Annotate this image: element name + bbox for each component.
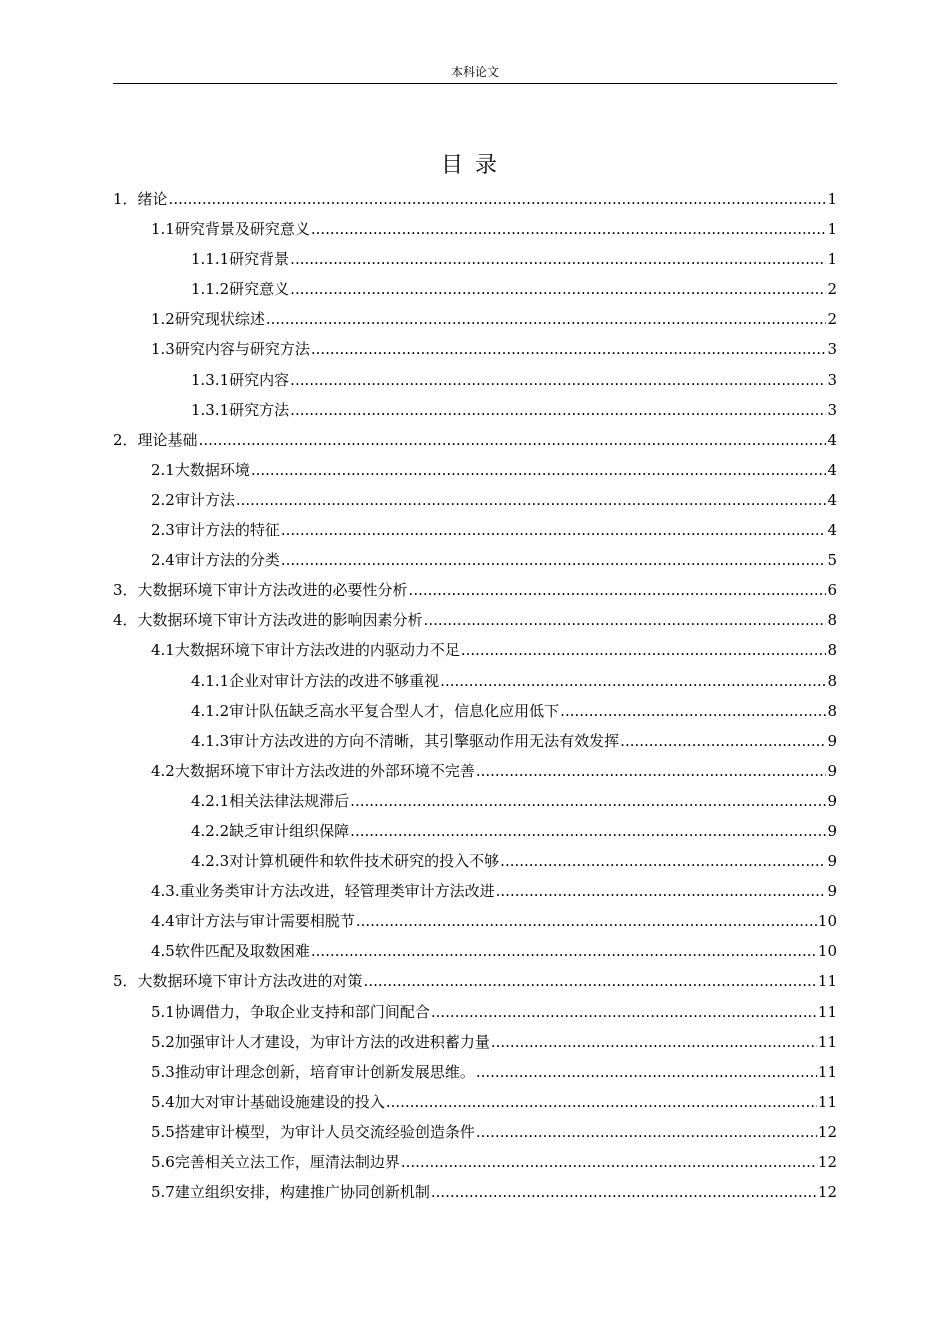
toc-title: 目录 [440,153,509,178]
toc-entry-page-number: 4 [827,490,837,509]
toc-entry-page-number: 4 [827,521,837,540]
toc-entry[interactable] [113,876,837,906]
toc-entry[interactable] [113,666,837,696]
toc-entry-page-number: 12 [817,1183,837,1202]
toc-entry[interactable] [113,515,837,545]
toc-dot-leader [311,214,827,244]
toc-entry-title: 4.1.1企业对审计方法的改进不够重视 [191,671,440,690]
toc-entry[interactable] [113,756,837,786]
toc-entry-title: 1.3.1研究内容 [191,370,290,389]
toc-entry-page-number: 5 [827,551,837,570]
toc-dot-leader [350,786,826,816]
toc-entry[interactable] [113,1117,837,1147]
toc-entry[interactable] [113,274,837,304]
toc-dot-leader [281,545,827,575]
toc-dot-leader [311,936,817,966]
toc-entry-page-number: 2 [827,310,837,329]
toc-entry[interactable] [113,966,837,996]
toc-dot-leader [560,696,826,726]
toc-dot-leader [620,726,826,756]
toc-entry[interactable] [113,816,837,846]
toc-entry[interactable] [113,846,837,876]
toc-entry-title: 1．绪论 [113,190,168,208]
toc-entry-title: 2.2审计方法 [151,490,235,509]
toc-entry[interactable] [113,455,837,485]
toc-dot-leader [491,1027,817,1057]
toc-entry-title: 1.3.1研究方法 [191,400,290,419]
toc-dot-leader [251,455,827,485]
toc-entry-page-number: 12 [817,1122,837,1141]
toc-entry-page-number: 8 [827,671,837,690]
toc-dot-leader [500,846,826,876]
toc-entry-page-number: 1 [827,190,837,208]
toc-entry-title: 2.1大数据环境 [151,460,250,479]
toc-dot-leader [290,365,826,395]
toc-entry-title: 5.3推动审计理念创新，培育审计创新发展思维。 [151,1062,475,1081]
toc-dot-leader [461,635,827,665]
toc-entry-page-number: 12 [817,1153,837,1171]
toc-entry-title: 1.3研究内容与研究方法 [151,340,310,359]
toc-entry-title: 4.1.2审计队伍缺乏高水平复合型人才，信息化应用低下 [191,701,560,720]
toc-dot-leader [401,1147,817,1177]
toc-entry-page-number: 11 [817,1032,837,1051]
toc-entry-title: 5.6完善相关立法工作，厘清法制边界 [151,1153,400,1171]
toc-entry[interactable] [113,365,837,395]
toc-dot-leader [496,876,827,906]
toc-dot-leader [311,334,827,364]
toc-entry[interactable] [113,1057,837,1087]
toc-dot-leader [364,966,817,996]
toc-entry[interactable] [113,545,837,575]
toc-entry[interactable] [113,635,837,665]
toc-entry[interactable] [113,485,837,515]
toc-entry-page-number: 3 [827,340,837,359]
toc-entry[interactable] [113,304,837,334]
toc-entry-title: 1.1.2研究意义 [191,280,290,299]
toc-dot-leader [290,274,826,304]
toc-entry[interactable] [113,726,837,756]
toc-dot-leader [199,425,827,455]
toc-entry-title: 5．大数据环境下审计方法改进的对策 [113,972,363,991]
toc-entry[interactable] [113,334,837,364]
toc-entry-page-number: 9 [827,731,837,750]
toc-entry[interactable] [113,1147,837,1177]
toc-entry-title: 4.2大数据环境下审计方法改进的外部环境不完善 [151,761,475,780]
toc-entry-page-number: 1 [827,250,837,269]
toc-entry-title: 4.4审计方法与审计需要相脱节 [151,912,355,931]
toc-entry-title: 4.1.3审计方法改进的方向不清晰，其引擎驱动作用无法有效发挥 [191,731,620,750]
toc-entry-page-number: 4 [827,460,837,479]
toc-entry[interactable] [113,575,837,605]
toc-entry[interactable] [113,1177,837,1207]
toc-entry-title: 5.2加强审计人才建设，为审计方法的改进积蓄力量 [151,1032,490,1051]
toc-entry-title: 5.7建立组织安排，构建推广协同创新机制 [151,1183,430,1202]
toc-dot-leader [476,1117,817,1147]
toc-dot-leader [281,515,827,545]
toc-entry[interactable] [113,425,837,455]
toc-entry-page-number: 9 [827,761,837,780]
toc-entry-page-number: 10 [817,912,837,931]
toc-entry[interactable] [113,395,837,425]
toc-entry-page-number: 11 [817,1062,837,1081]
toc-dot-leader [476,1057,817,1087]
toc-dot-leader [356,906,817,936]
toc-dot-leader [169,184,827,214]
toc-dot-leader [236,485,827,515]
toc-dot-leader [290,244,826,274]
toc-dot-leader [350,816,826,846]
toc-dot-leader [290,395,826,425]
toc-entry-page-number: 11 [817,1092,837,1111]
toc-entry-page-number: 9 [827,821,837,840]
toc-entry-page-number: 6 [827,581,837,600]
toc-entry-title: 5.4加大对审计基础设施建设的投入 [151,1092,385,1111]
toc-entry-title: 3．大数据环境下审计方法改进的必要性分析 [113,581,408,600]
toc-dot-leader [476,756,827,786]
toc-entry-title: 4．大数据环境下审计方法改进的影响因素分析 [113,611,423,630]
toc-entry-page-number: 9 [827,852,837,871]
toc-entry-title: 5.5搭建审计模型，为审计人员交流经验创造条件 [151,1122,475,1141]
toc-entry-title: 4.2.1相关法律法规滞后 [191,791,350,810]
toc-entry[interactable] [113,906,837,936]
toc-entry[interactable] [113,696,837,726]
toc-entry-title: 4.2.3对计算机硬件和软件技术研究的投入不够 [191,852,500,871]
toc-entry[interactable] [113,214,837,244]
table-of-contents [113,184,837,1207]
toc-entry-page-number: 8 [827,701,837,720]
toc-entry-page-number: 8 [827,641,837,660]
toc-entry[interactable] [113,184,837,214]
toc-entry-page-number: 1 [827,220,837,239]
toc-entry[interactable] [113,997,837,1027]
toc-entry[interactable] [113,936,837,966]
toc-entry-title: 4.5软件匹配及取数困难 [151,942,310,961]
toc-entry-title: 2．理论基础 [113,430,198,449]
toc-entry-page-number: 9 [827,791,837,810]
toc-dot-leader [424,605,827,635]
toc-dot-leader [440,666,826,696]
toc-dot-leader [409,575,827,605]
toc-entry[interactable] [113,786,837,816]
toc-entry-page-number: 3 [827,400,837,419]
toc-entry-title: 1.2研究现状综述 [151,310,265,329]
toc-dot-leader [266,304,827,334]
toc-entry-page-number: 9 [827,882,837,901]
toc-entry[interactable] [113,1087,837,1117]
toc-entry-page-number: 8 [827,611,837,630]
toc-dot-leader [386,1087,817,1117]
toc-entry-page-number: 11 [817,972,837,991]
toc-entry-title: 5.1协调借力，争取企业支持和部门间配合 [151,1002,430,1021]
toc-entry-title: 4.1大数据环境下审计方法改进的内驱动力不足 [151,641,460,660]
toc-entry-page-number: 2 [827,280,837,299]
header-rule [113,83,837,84]
toc-entry-title: 4.3.重业务类审计方法改进，轻管理类审计方法改进 [151,882,495,901]
toc-entry[interactable] [113,1027,837,1057]
toc-entry-title: 4.2.2缺乏审计组织保障 [191,821,350,840]
toc-entry-title: 1.1研究背景及研究意义 [151,220,310,239]
toc-entry[interactable] [113,605,837,635]
toc-entry-page-number: 4 [827,430,837,449]
page-header: 本科论文 [450,65,499,79]
toc-entry-title: 2.3审计方法的特征 [151,521,280,540]
toc-dot-leader [431,997,817,1027]
toc-entry-page-number: 10 [817,942,837,961]
toc-entry-title: 1.1.1研究背景 [191,250,290,269]
toc-entry-page-number: 11 [817,1002,837,1021]
toc-entry-page-number: 3 [827,370,837,389]
toc-entry-title: 2.4审计方法的分类 [151,551,280,570]
toc-entry[interactable] [113,244,837,274]
toc-dot-leader [431,1177,817,1207]
